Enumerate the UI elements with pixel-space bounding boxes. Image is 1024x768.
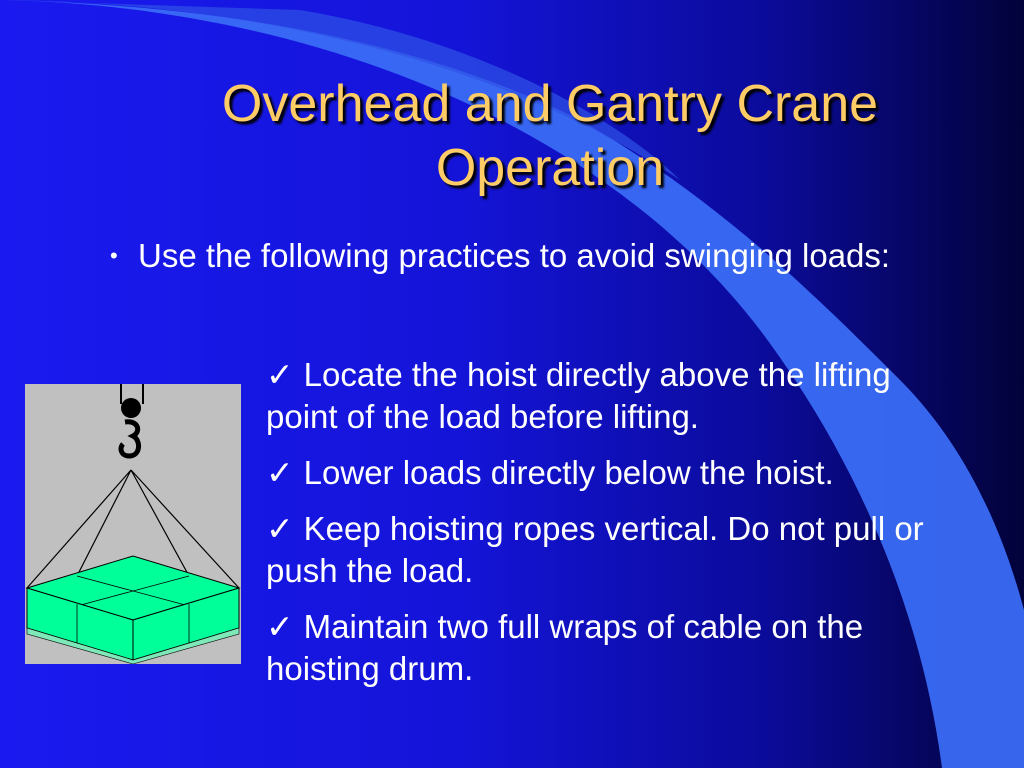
title-line-2: Operation [435,139,665,197]
practice-item [266,452,966,494]
practice-checklist [266,354,966,704]
bullet-icon: • [110,243,118,268]
main-bullet-text: Use the following practices to avoid swinging loads: [138,237,891,274]
practice-text: Locate the hoist directly above the lifting point of the load before lifting. [266,356,891,435]
crane-hook-load-icon [25,384,241,664]
practice-item [266,354,966,438]
title-line-1: Overhead and Gantry Crane [221,75,879,133]
practice-text: Keep hoisting ropes vertical. Do not pull or push the load. [266,510,924,589]
practice-text: Lower loads directly below the hoist. [303,454,834,491]
main-bullet [110,234,950,278]
practice-item [266,508,966,592]
practice-item [266,606,966,690]
check-icon: ✓ [266,454,294,491]
slide-title [80,72,1020,200]
check-icon: ✓ [266,608,294,645]
check-icon: ✓ [266,356,294,393]
practice-text: Maintain two full wraps of cable on the hoisting drum. [266,608,864,687]
check-icon: ✓ [266,510,294,547]
